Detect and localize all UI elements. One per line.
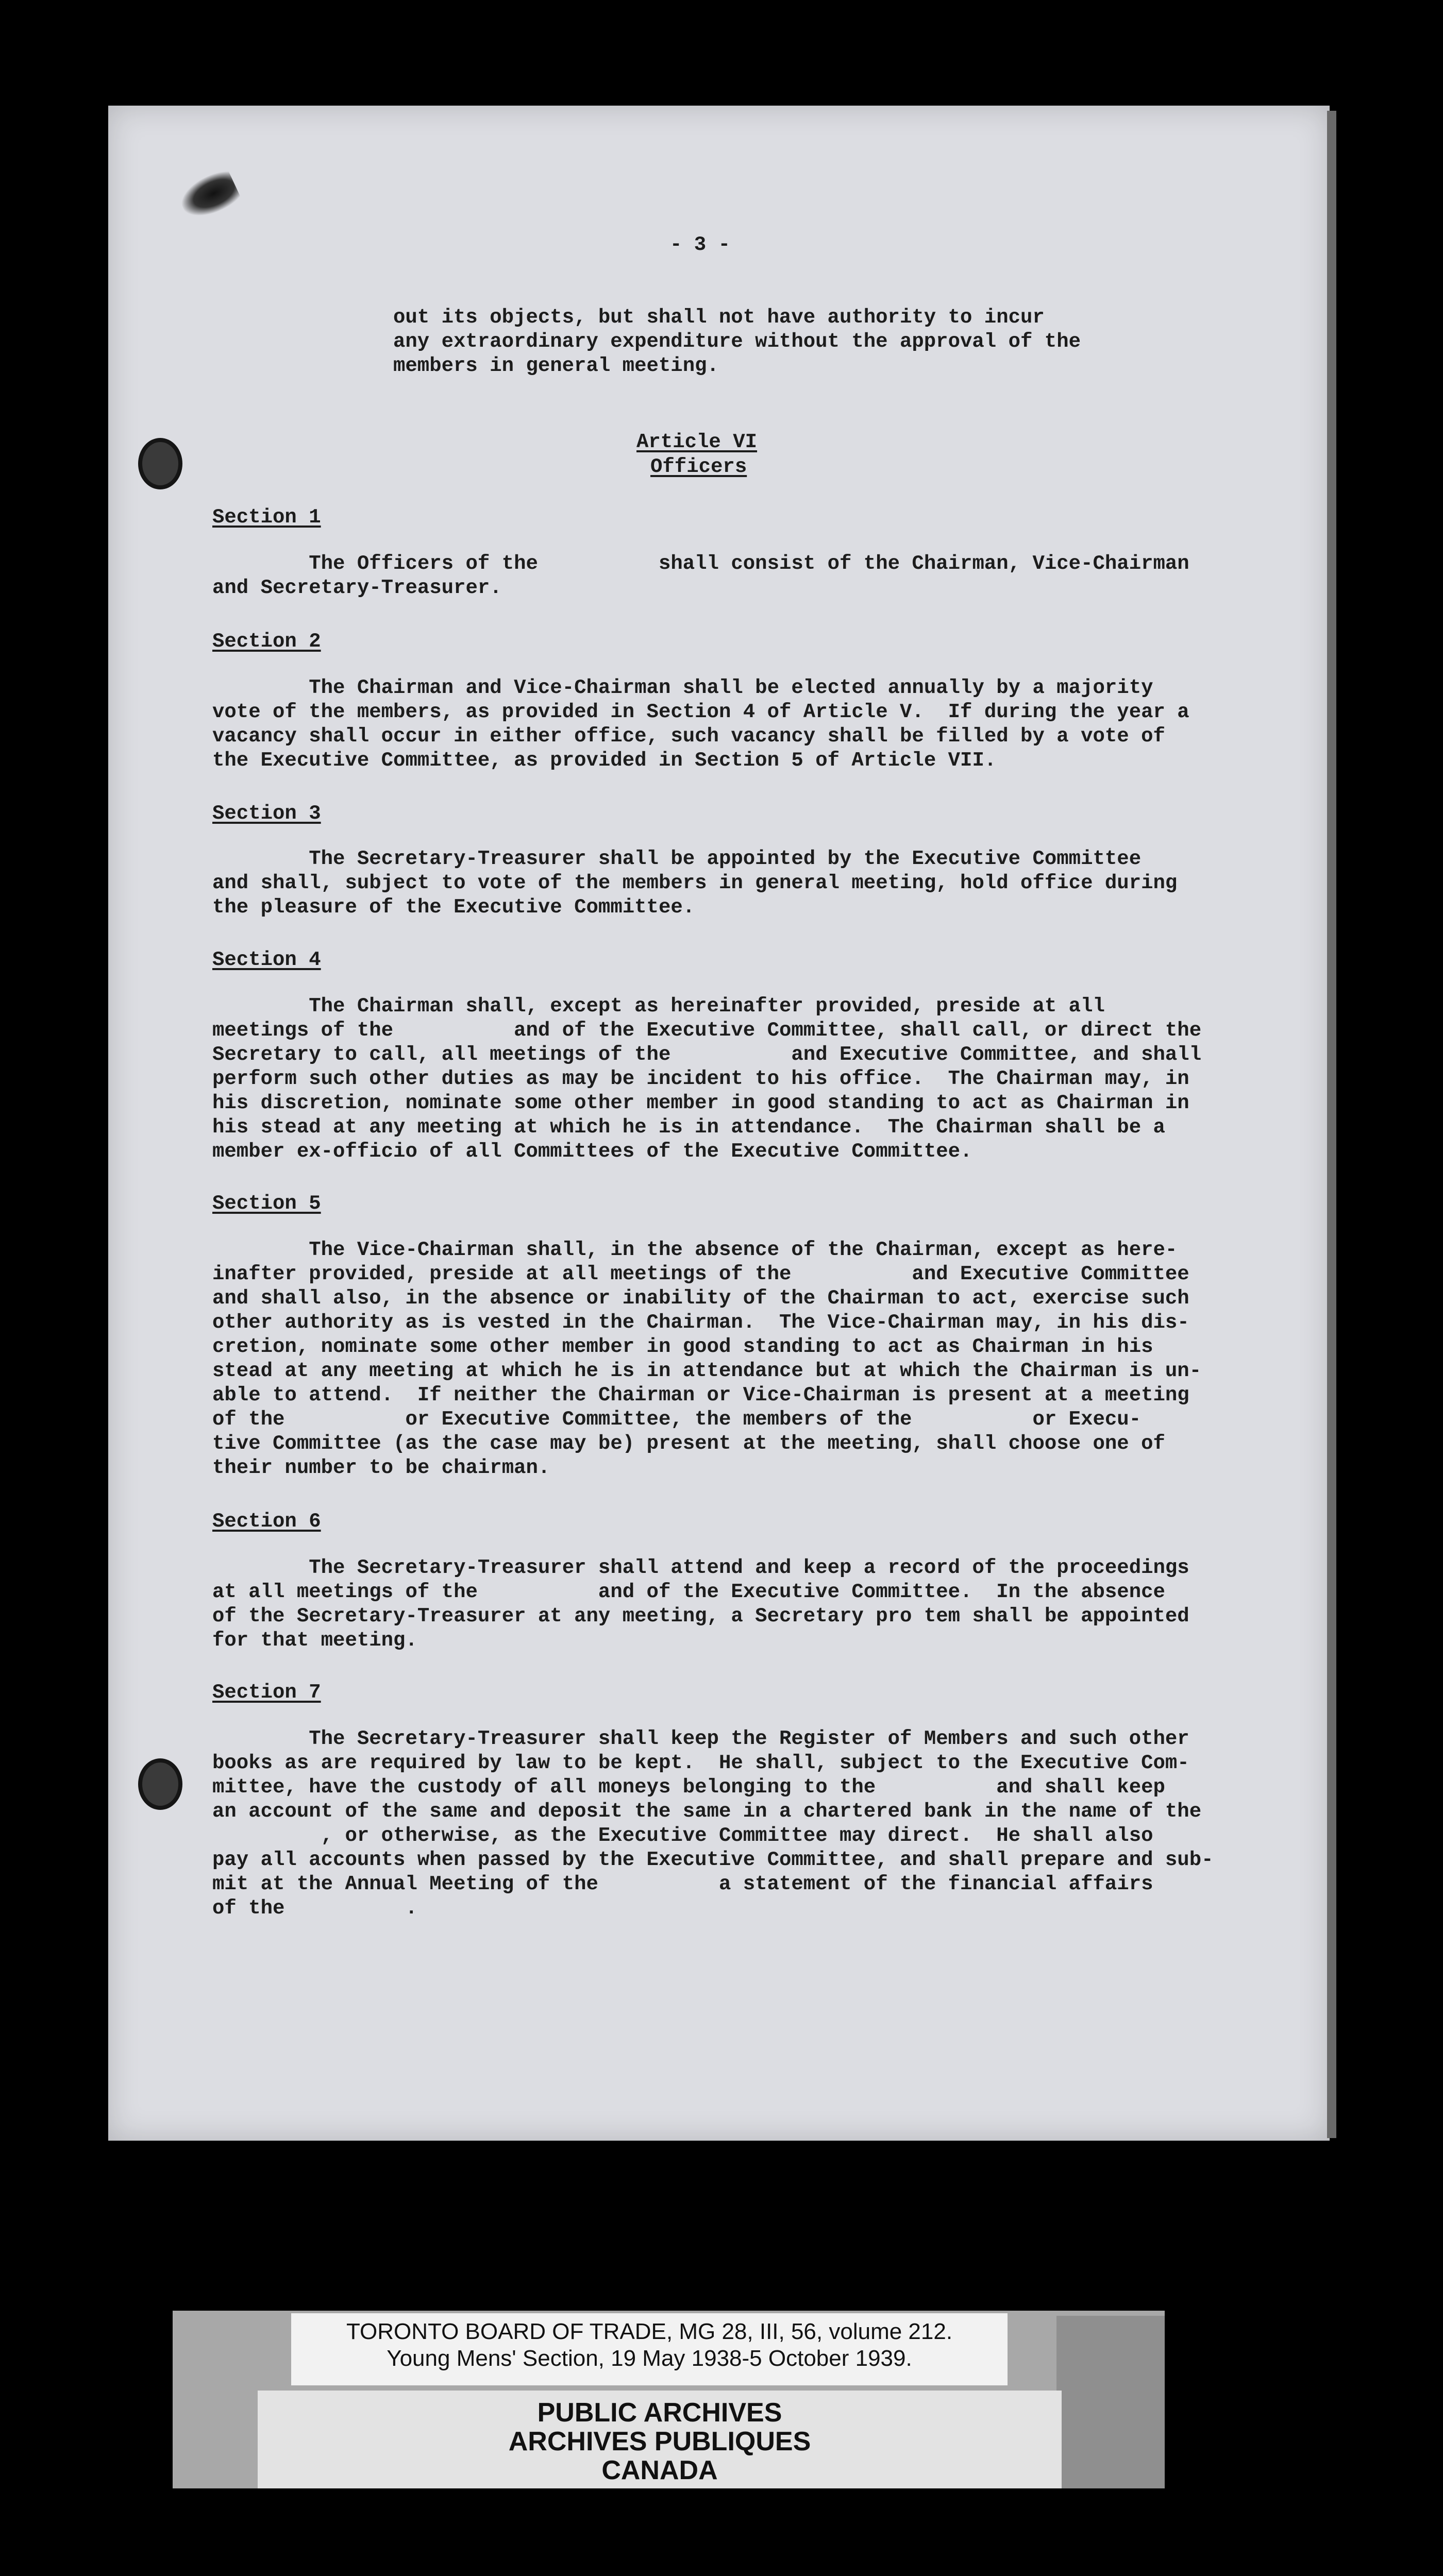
section-4-heading: Section 4 xyxy=(212,948,321,971)
section-7-line-3: mittee, have the custody of all moneys belonging to the and shall keep xyxy=(212,1776,1165,1799)
section-4-line-4: perform such other duties as may be incident to his office. The Chairman may, in xyxy=(212,1067,1189,1090)
section-5-line-2: inafter provided, preside at all meetings of the and Executive Committee xyxy=(212,1263,1189,1285)
section-1-line-2: and Secretary-Treasurer. xyxy=(212,577,502,599)
section-5-line-6: stead at any meeting at which he is in attendance but at which the Chairman is un- xyxy=(212,1360,1202,1382)
archive-name-english: PUBLIC ARCHIVES xyxy=(537,2398,782,2428)
section-1-line-1: The Officers of the shall consist of the Chairman, Vice-Chairman xyxy=(212,552,1189,575)
section-2-line-4: the Executive Committee, as provided in Section 5 of Article VII. xyxy=(212,749,997,772)
intro-line-3: members in general meeting. xyxy=(393,354,719,377)
section-1-heading: Section 1 xyxy=(212,506,321,529)
section-6-line-4: for that meeting. xyxy=(212,1629,417,1652)
section-3-line-3: the pleasure of the Executive Committee. xyxy=(212,896,695,919)
intro-line-2: any extraordinary expenditure without the approval of the xyxy=(393,330,1081,353)
section-4-line-5: his discretion, nominate some other member in good standing to act as Chairman in xyxy=(212,1092,1189,1114)
archive-country: CANADA xyxy=(601,2455,718,2485)
section-6-line-3: of the Secretary-Treasurer at any meeting, a Secretary pro tem shall be appointed xyxy=(212,1605,1189,1628)
section-7-line-4: an account of the same and deposit the same in a chartered bank in the name of the xyxy=(212,1800,1202,1823)
section-7-heading: Section 7 xyxy=(212,1681,321,1704)
section-4-line-1: The Chairman shall, except as hereinafter provided, preside at all xyxy=(212,995,1105,1018)
section-5-line-5: cretion, nominate some other member in good standing to act as Chairman in his xyxy=(212,1335,1153,1358)
punch-hole-top xyxy=(138,438,182,489)
section-5-heading: Section 5 xyxy=(212,1192,321,1215)
section-5-line-4: other authority as is vested in the Chairman. The Vice-Chairman may, in his dis- xyxy=(212,1311,1189,1334)
article-title: Article VI xyxy=(636,431,758,453)
section-5-line-3: and shall also, in the absence or inability of the Chairman to act, exercise such xyxy=(212,1287,1189,1310)
section-3-heading: Section 3 xyxy=(212,802,321,825)
section-4-line-3: Secretary to call, all meetings of the and Executive Committee, and shall xyxy=(212,1043,1202,1066)
section-5-line-9: tive Committee (as the case may be) present at the meeting, shall choose one of xyxy=(212,1432,1165,1455)
section-5-line-8: of the or Executive Committee, the members of the or Execu- xyxy=(212,1408,1142,1431)
section-5-line-10: their number to be chairman. xyxy=(212,1456,550,1479)
section-7-line-7: mit at the Annual Meeting of the a statement of the financial affairs xyxy=(212,1873,1153,1895)
page-number: - 3 - xyxy=(670,233,731,256)
archive-name-french: ARCHIVES PUBLIQUES xyxy=(508,2427,811,2456)
section-7-line-8: of the . xyxy=(212,1897,417,1920)
section-2-line-3: vacancy shall occur in either office, such vacancy shall be filled by a vote of xyxy=(212,725,1165,748)
section-4-line-7: member ex-officio of all Committees of the Executive Committee. xyxy=(212,1140,972,1163)
section-7-line-6: pay all accounts when passed by the Executive Committee, and shall prepare and sub- xyxy=(212,1849,1214,1871)
archive-reference-line-2: Young Mens' Section, 19 May 1938-5 October 1939. xyxy=(387,2346,912,2371)
section-4-line-6: his stead at any meeting at which he is in attendance. The Chairman shall be a xyxy=(212,1116,1165,1139)
section-7-line-5: , or otherwise, as the Executive Committee may direct. He shall also xyxy=(212,1824,1153,1847)
section-2-line-1: The Chairman and Vice-Chairman shall be elected annually by a majority xyxy=(212,676,1153,699)
punch-hole-bottom xyxy=(138,1758,182,1810)
section-3-line-1: The Secretary-Treasurer shall be appointed by the Executive Committee xyxy=(212,848,1142,870)
section-3-line-2: and shall, subject to vote of the members in general meeting, hold office during xyxy=(212,872,1178,894)
section-4-line-2: meetings of the and of the Executive Committee, shall call, or direct the xyxy=(212,1019,1202,1042)
archive-label-shadow xyxy=(1056,2316,1165,2488)
section-2-heading: Section 2 xyxy=(212,630,321,653)
section-6-heading: Section 6 xyxy=(212,1510,321,1533)
archive-reference-line-1: TORONTO BOARD OF TRADE, MG 28, III, 56, volume 212. xyxy=(346,2319,953,2344)
section-5-line-7: able to attend. If neither the Chairman or Vice-Chairman is present at a meeting xyxy=(212,1384,1189,1406)
section-7-line-2: books as are required by law to be kept. He shall, subject to the Executive Com- xyxy=(212,1752,1189,1774)
intro-line-1: out its objects, but shall not have authority to incur xyxy=(393,306,1045,329)
article-subtitle: Officers xyxy=(650,455,747,478)
section-5-line-1: The Vice-Chairman shall, in the absence of the Chairman, except as here- xyxy=(212,1239,1178,1261)
section-7-line-1: The Secretary-Treasurer shall keep the Register of Members and such other xyxy=(212,1727,1189,1750)
section-6-line-1: The Secretary-Treasurer shall attend and keep a record of the proceedings xyxy=(212,1556,1189,1579)
section-6-line-2: at all meetings of the and of the Executive Committee. In the absence xyxy=(212,1581,1165,1603)
section-2-line-2: vote of the members, as provided in Section 4 of Article V. If during the year a xyxy=(212,701,1189,723)
page-edge-shadow xyxy=(1327,111,1336,2138)
